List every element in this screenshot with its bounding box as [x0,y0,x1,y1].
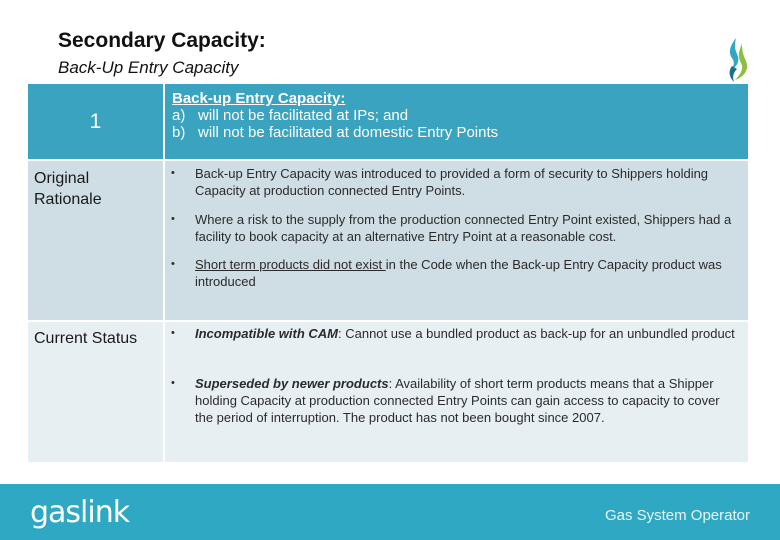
header-item-text: will not be facilitated at domestic Entry Points [198,124,499,141]
header-item-text: will not be facilitated at IPs; and [198,107,409,124]
bullet-icon: • [171,213,175,225]
list-item [165,325,740,342]
footer-bar [0,484,780,540]
row-body-current-status [165,322,748,462]
gaslink-flame-icon [722,36,750,84]
bullet-text [195,375,740,426]
bullet-text-rest: in the Code when the Back-up Entry Capacity product was introduced [195,257,722,289]
row-label-original-rationale: Original Rationale [28,161,163,320]
list-item [165,211,740,245]
header-item-a [172,107,748,124]
bullet-icon: • [171,377,175,389]
bullet-icon: • [171,327,175,339]
bullet-lead: Superseded by newer products [195,376,389,391]
row-body-original-rationale [165,161,748,320]
bullet-text: Back-up Entry Capacity was introduced to provided a form of security to Shippers holding Capacity at production connected Entry Points. [195,166,709,198]
slide-subtitle: Back-Up Entry Capacity [58,58,239,77]
bullet-text [195,256,740,290]
slide-title: Secondary Capacity: [58,29,266,52]
bullet-text: Where a risk to the supply from the production connected Entry Point existed, Shippers had a facility to book capacity at an alternative Entry Point at a reasonable cost. [195,212,732,244]
header-item-marker: a) [172,107,186,124]
bullet-icon: • [171,258,175,270]
row-label-current-status: Current Status [28,322,163,462]
header-item-b [172,124,748,141]
header-number: 1 [28,84,163,159]
gaslink-logo: gaslink [30,495,130,530]
list-item [165,256,740,290]
bullet-icon: • [171,167,175,179]
footer-tagline: Gas System Operator [604,507,750,524]
header-item-marker: b) [172,124,186,141]
list-item [165,375,740,426]
bullet-lead: Incompatible with CAM [195,326,338,341]
bullet-text-rest: : Cannot use a bundled product as back-up for an unbundled product [338,326,735,341]
capacity-table [28,84,748,462]
underlined-phrase: Short term products did not exist [195,257,386,272]
bullet-text-rest: : Availability of short term products means that a Shipper holding Capacity at production connected Entry Points can gain access to capacity to cover the period of interruption. The product has not been bought since 2007. [195,376,720,425]
bullet-text [195,325,740,342]
header-description [165,84,748,159]
list-item [165,165,740,199]
header-heading: Back-up Entry Capacity: [172,90,346,107]
